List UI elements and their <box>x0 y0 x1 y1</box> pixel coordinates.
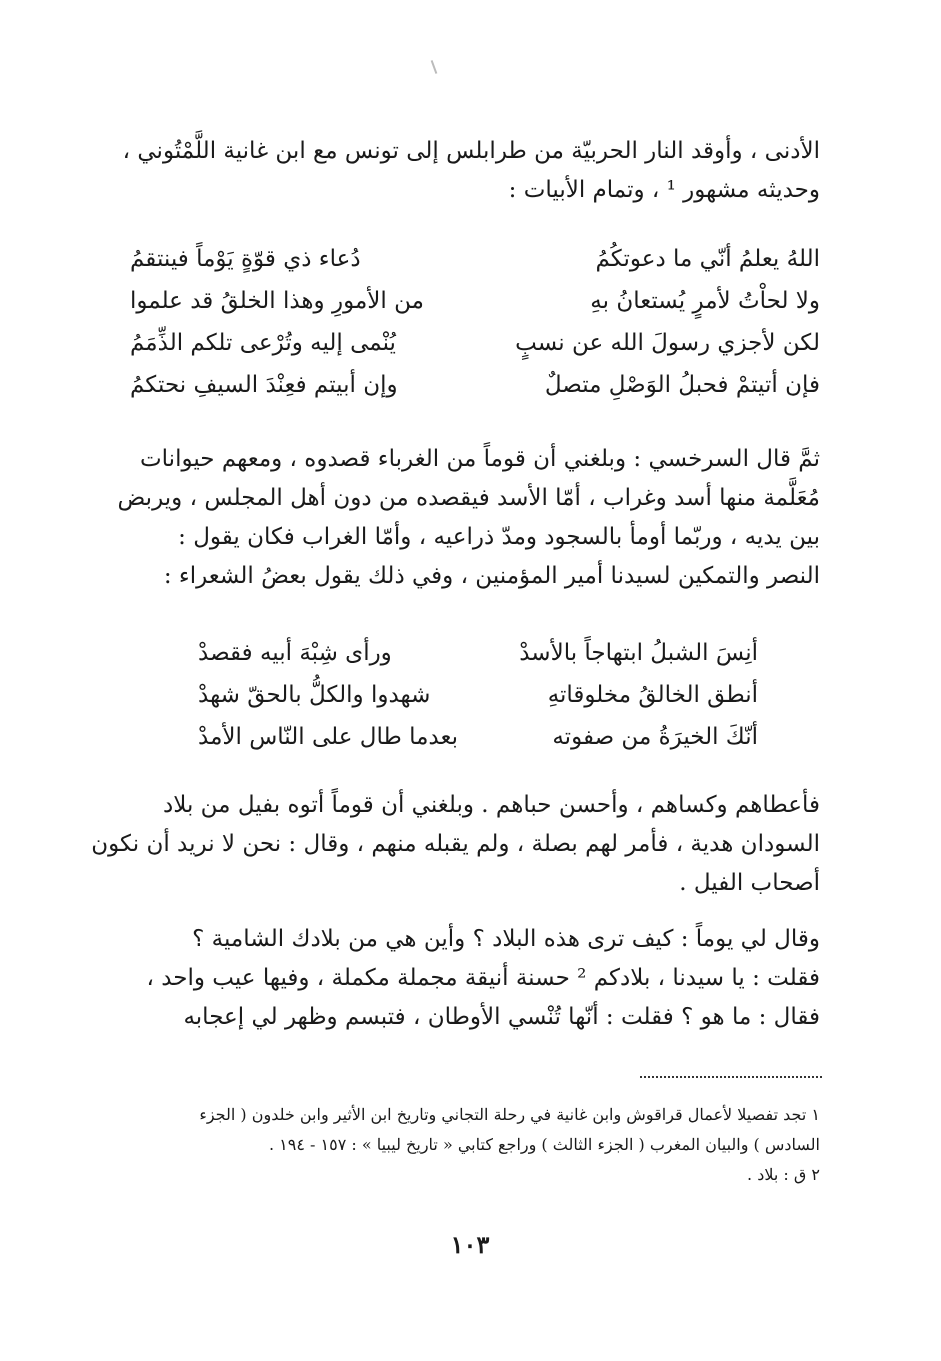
footnote-separator <box>640 1076 822 1078</box>
text-line: فأعطاهم وكساهم ، وأحسن حباهم . وبلغني أن قوماً أتوه بفيل من بلاد <box>163 792 820 818</box>
text-line: السودان هدية ، فأمر لهم بصلة ، ولم يقبله منهم ، وقال : نحن لا نريد أن نكون <box>91 831 820 857</box>
poem-1 <box>130 238 820 406</box>
verse-second-half: ورأى شِبْهَ أبيه فقصدْ <box>198 640 392 666</box>
intro-paragraph <box>122 132 820 210</box>
footnote-line: ٢ ق : بلاد . <box>747 1165 820 1184</box>
text-line: ثمَّ قال السرخسي : وبلغني أن قوماً من الغرباء قصدوه ، ومعهم حيوانات <box>140 446 820 472</box>
verse-second-half: من الأمورِ وهذا الخلقُ قد علموا <box>130 288 424 314</box>
paragraph-2 <box>117 440 820 596</box>
scan-mark <box>431 60 438 74</box>
verse-first-half: ولا لحاْتُ لأمرٍ يُستعانُ بهِ <box>590 288 820 314</box>
text-line: مُعَلَّمة منها أسد وغراب ، أمّا الأسد فيقصده من دون أهل المجلس ، ويربض <box>117 485 820 511</box>
footnotes <box>150 1100 820 1190</box>
footnote-line: ١ تجد تفصيلا لأعمال قراقوش وابن غانية في رحلة التجاني وتاريخ ابن الأثير وابن خلدون ( الجزء <box>199 1105 820 1124</box>
paragraph-4 <box>128 920 820 1037</box>
text-line: فقلت : يا سيدنا ، بلادكم ² حسنة أنيقة مجملة مكملة ، وفيها عيب واحد ، <box>146 965 820 991</box>
verse-first-half: اللهُ يعلمُ أنّي ما دعوتكُمُ <box>595 246 820 272</box>
verse-first-half: أنطق الخالقُ مخلوقاتهِ <box>547 682 758 708</box>
verse-first-half: أنِسَ الشبلُ ابتهاجاً بالأسدْ <box>519 640 758 666</box>
text-line: وحديثه مشهور ¹ ، وتمام الأبيات : <box>508 177 820 203</box>
verse-row <box>130 280 820 322</box>
text-line: فقال : ما هو ؟ فقلت : أنّها تُنْسي الأوطان ، فتبسم وظهر لي إعجابه <box>183 1004 820 1030</box>
text-line: الأدنى ، وأوقد النار الحربيّة من طرابلس إلى تونس مع ابن غانية اللَّمْتُوني ، <box>122 138 820 164</box>
verse-second-half: دُعاء ذي قوّةٍ يَوْماً فينتقمُ <box>130 246 361 272</box>
text-line: النصر والتمكين لسيدنا أمير المؤمنين ، وفي ذلك يقول بعضُ الشعراء : <box>163 563 820 589</box>
verse-second-half: شهدوا والكلُّ بالحقّ شهدْ <box>198 682 431 708</box>
text-line: أصحاب الفيل . <box>679 870 820 896</box>
verse-second-half: وإن أبيتم فعِنْدَ السيفِ نحتكمُ <box>130 372 398 398</box>
verse-row <box>130 364 820 406</box>
verse-first-half: فإن أتيتمْ فحبلُ الوَصْلِ متصلٌ <box>544 372 820 398</box>
paragraph-3 <box>91 786 820 903</box>
text-line: بين يديه ، وربّما أومأ بالسجود ومدّ ذراعيه ، وأمّا الغراب فكان يقول : <box>178 524 820 550</box>
verse-first-half: أنّكَ الخيرَةُ من صفوته <box>552 724 758 750</box>
verse-row <box>198 632 758 674</box>
verse-row <box>130 322 820 364</box>
verse-second-half: بعدما طال على النّاس الأمدْ <box>198 724 458 750</box>
page-number: ١٠٣ <box>450 1230 490 1259</box>
verse-row <box>198 716 758 758</box>
verse-row <box>130 238 820 280</box>
footnote-line: السادس ) والبيان المغرب ( الجزء الثالث ) وراجع كتابي « تاريخ ليبيا » : ١٥٧ - ١٩٤ . <box>268 1135 820 1154</box>
verse-second-half: يُنْمى إليه وتُرْعى تلكم الذِّمَمُ <box>130 330 396 356</box>
poem-2 <box>198 632 758 758</box>
verse-row <box>198 674 758 716</box>
text-line: وقال لي يوماً : كيف ترى هذه البلاد ؟ وأين هي من بلادك الشامية ؟ <box>192 926 820 952</box>
verse-first-half: لكن لأجزي رسولَ الله عن نسبٍ <box>515 330 820 356</box>
